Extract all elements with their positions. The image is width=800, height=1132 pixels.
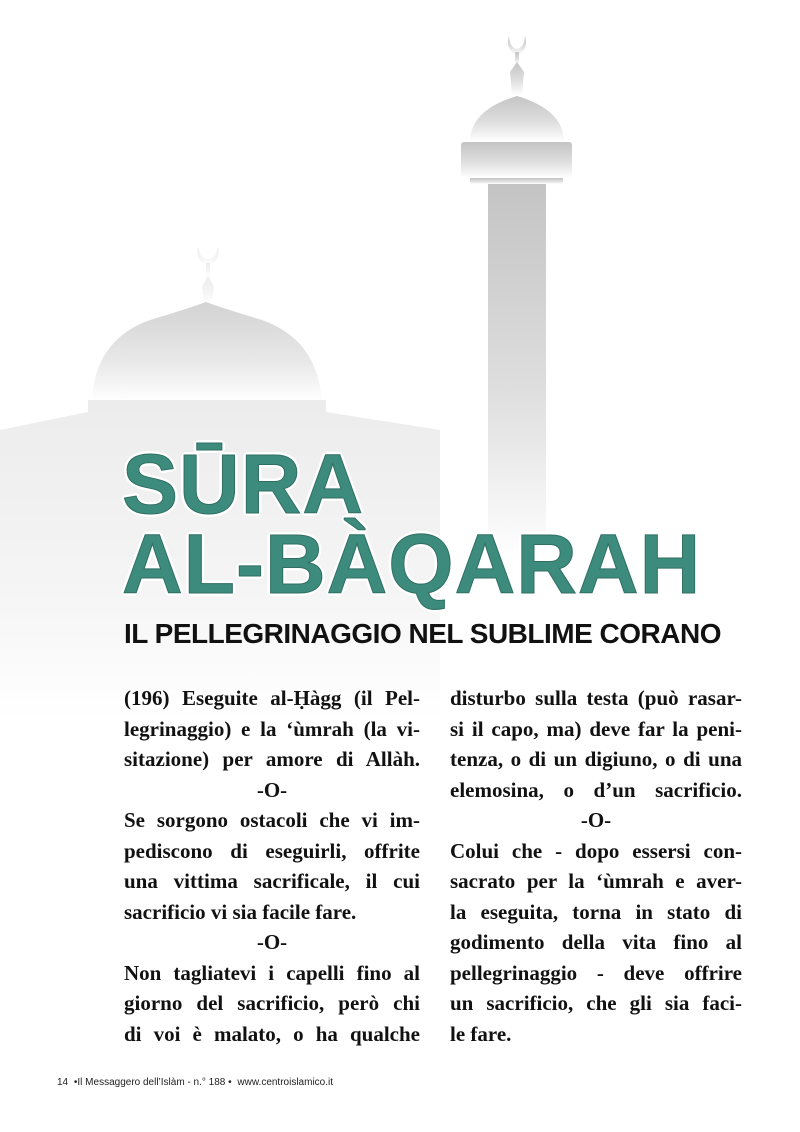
website-link[interactable]: www.centroislamico.it <box>237 1077 334 1088</box>
text-line: elemosina, o d’un sacrificio. <box>450 777 742 802</box>
text-line: un sacrificio, che gli sia faci- <box>450 991 742 1015</box>
text-line: godimento della vita fino al <box>450 930 742 954</box>
minaret-shape <box>461 36 572 560</box>
text-line: (196) Eseguite al-Ḥàgg (il Pel- <box>124 686 420 710</box>
text-line: si il capo, ma) deve far la peni- <box>450 716 742 741</box>
magazine-issue: •Il Messaggero dell’Islàm - n.° 188 • <box>73 1077 232 1088</box>
text-line: di voi è malato, o ha qualche <box>124 1021 420 1046</box>
text-line: sacrato per la ‘ùmrah e aver- <box>450 869 742 893</box>
text-line: le fare. <box>450 1021 512 1046</box>
text-line: legrinaggio) e la ‘ùmrah (la vi- <box>124 716 420 741</box>
text-line: disturbo sulla testa (può rasar- <box>450 686 742 710</box>
text-line: Se sorgono ostacoli che vi im- <box>124 808 420 832</box>
page-number: 14 <box>57 1077 69 1088</box>
text-line: giorno del sacrificio, però chi <box>124 991 420 1015</box>
text-line: una vittima sacrificale, il cui <box>124 869 420 893</box>
section-separator: -O- <box>580 808 612 832</box>
title-line-1: SŪRA <box>122 437 365 531</box>
article-right-column <box>450 683 742 1049</box>
text-line: Non tagliatevi i capelli fino al <box>124 960 420 985</box>
section-separator: -O- <box>256 777 288 802</box>
text-line: tenza, o di un digiuno, o di una <box>450 747 742 771</box>
subtitle: IL PELLEGRINAGGIO NEL SUBLIME CORANO <box>124 618 722 649</box>
page-footer <box>57 1077 336 1088</box>
text-line: pellegrinaggio - deve offrire <box>450 960 742 985</box>
article-left-column <box>124 683 420 1049</box>
text-line: la eseguita, torna in stato di <box>450 899 742 924</box>
section-separator: -O- <box>256 930 288 954</box>
title-line-2: AL-BÀQARAH <box>122 517 702 611</box>
text-line: Colui che - dopo essersi con- <box>450 838 742 863</box>
text-line: sacrificio vi sia facile fare. <box>124 899 357 924</box>
text-line: sitazione) per amore di Allàh. <box>124 747 420 771</box>
text-line: pediscono di eseguirli, offrite <box>124 838 420 863</box>
